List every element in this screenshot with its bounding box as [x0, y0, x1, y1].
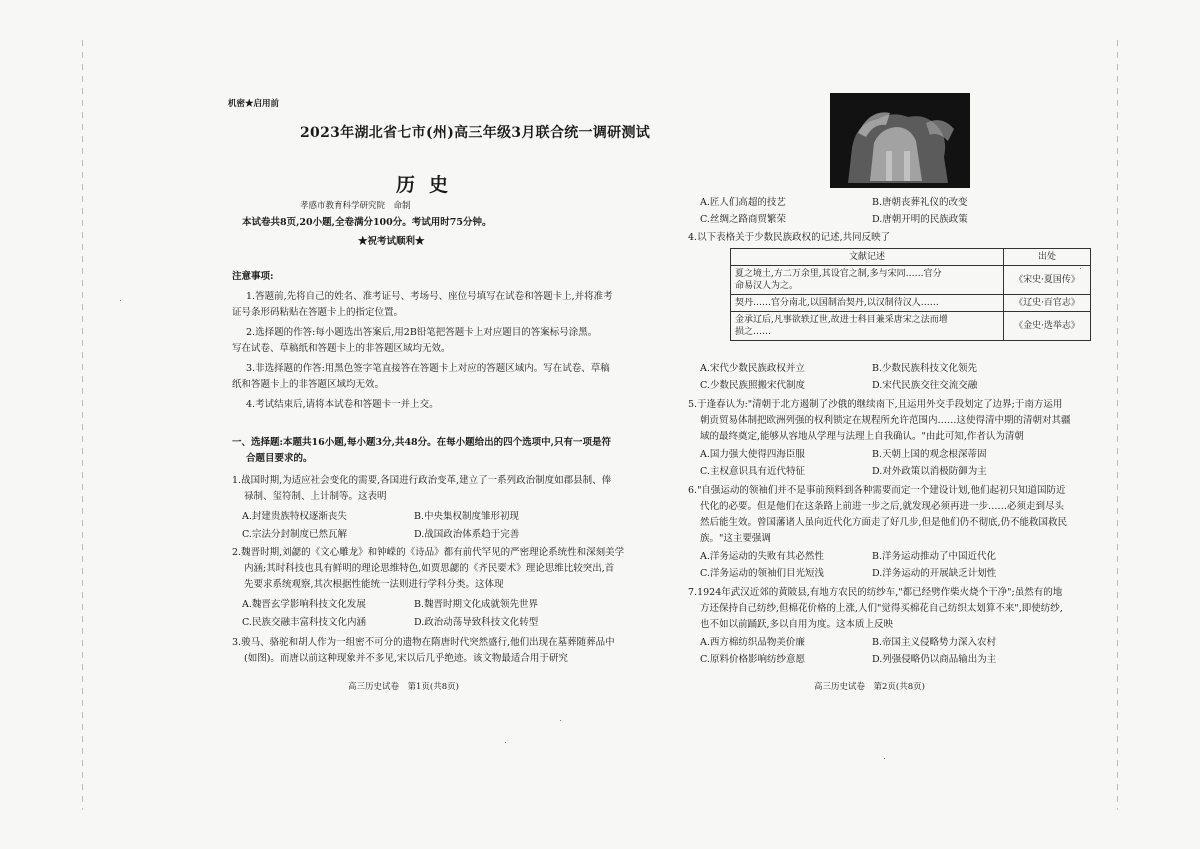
- table-header: 出处: [1004, 249, 1091, 266]
- option-a: A.西方棉纺织品物美价廉: [700, 637, 805, 648]
- option-d: D.政治动荡导致科技文化转型: [414, 617, 539, 628]
- option-c: C.原料价格影响纺纱意愿: [700, 654, 805, 665]
- table-cell-source: 《宋史·夏国传》: [1004, 266, 1091, 295]
- section-heading-cont: 合题目要求的。: [246, 453, 313, 464]
- note-line: 1.答题前,先将自己的姓名、准考证号、考场号、座位号填写在试卷和答题卡上,并将准考: [246, 291, 613, 302]
- table-cell-source: 《金史·选举志》: [1004, 312, 1091, 341]
- option-b: B.魏晋时期文化成就领先世界: [414, 599, 539, 610]
- notes-heading: 注意事项:: [232, 271, 274, 282]
- question-stem: 然后能生效。曾国藩诸人虽向近代化方面走了好几步,但是他们仍不彻底,仍不能救国救民: [700, 517, 1068, 528]
- option-b: B.帝国主义侵略势力深入农村: [872, 637, 997, 648]
- question-stem: 朝贡贸易体制把欧洲列强的权利锁定在规程所允许范围内……这使得清中期的清朝对其疆: [700, 415, 1071, 426]
- table-row: [731, 266, 1091, 295]
- option-b: B.洋务运动推动了中国近代化: [872, 551, 997, 562]
- scan-speck: [560, 720, 561, 721]
- option-c: C.宗法分封制度已然瓦解: [242, 529, 347, 540]
- paper-info: 本试卷共8页,20小题,全卷满分100分。考试用时75分钟。: [242, 217, 492, 228]
- table-cell: [731, 295, 1004, 312]
- question-stem: 1.战国时期,为适应社会变化的需要,各国进行政治变革,建立了一系列政治制度如郡县制、俸: [232, 475, 612, 486]
- option-a: A.国力强大使得四海臣服: [700, 449, 805, 460]
- note-line: 2.选择题的作答:每小题选出答案后,用2B铅笔把答题卡上对应题目的答案标号涂黑。: [246, 327, 598, 338]
- table-header-row: [731, 249, 1091, 266]
- cell-line: 损之……: [735, 327, 772, 337]
- question-stem: 先要求系统观察,其次根据性能统一法则进行学科分类。这体现: [244, 579, 504, 590]
- note-line: 3.非选择题的作答:用黑色签字笔直接答在答题卡上对应的答题区域内。写在试卷、草稿: [246, 363, 610, 374]
- question-stem: 3.骏马、骆驼和胡人作为一组密不可分的遗物在隋唐时代突然盛行,他们出现在墓葬随葬品中: [232, 637, 615, 648]
- option-d: D.对外政策以消极防御为主: [872, 466, 987, 477]
- option-d: D.唐朝开明的民族政策: [872, 214, 968, 225]
- page-footer: 高三历史试卷 第1页(共8页): [348, 682, 459, 692]
- option-b: B.天朝上国的观念根深蒂固: [872, 449, 987, 460]
- note-line: 纸和答题卡上的非答题区域均无效。: [232, 379, 385, 390]
- question-stem: 5.于逢春认为:"清朝于北方遏制了沙俄的继续南下,且运用外交手段划定了边界;于南方运用: [688, 399, 1063, 410]
- scan-speck: [1080, 268, 1081, 269]
- option-c: C.少数民族照搬宋代制度: [700, 380, 805, 391]
- option-b: B.中央集权制度雏形初现: [414, 511, 520, 522]
- table-cell: [731, 312, 1004, 341]
- historical-records-table: [730, 248, 1091, 341]
- question-stem: 域的最终奠定,能够从容地从学理与法理上自我确认。"由此可知,作者认为清朝: [700, 431, 1024, 442]
- question-stem: 6."自强运动的领袖们并不是事前预料到各种需要而定一个建设计划,他们起初只知道国防近: [688, 485, 1066, 496]
- exam-page-2: [600, 0, 1200, 849]
- question-stem: 4.以下表格关于少数民族政权的记述,共同反映了: [688, 232, 891, 243]
- confidential-label: 机密★启用前: [228, 99, 280, 109]
- option-b: B.唐朝丧葬礼仪的改变: [872, 197, 968, 208]
- author-line: 孝感市教育科学研究院 命制: [300, 201, 411, 211]
- option-d: D.战国政治体系趋于完善: [414, 529, 520, 540]
- question-stem: 7.1924年武汉近郊的黄陂县,有地方农民的纺纱车,"都已经劈作柴火烧个干净";虽然有的地: [688, 587, 1063, 598]
- question-stem: (如图)。而唐以前这种现象并不多见,宋以后几乎绝迹。该文物最适合用于研究: [244, 653, 568, 664]
- option-d: D.列强侵略仍以商品输出为主: [872, 654, 997, 665]
- cell-line: 命易汉人为之。: [735, 281, 799, 291]
- exam-title: 2023年湖北省七市(州)高三年级3月联合统一调研测试: [300, 125, 651, 141]
- tomb-figurine-photo: [830, 93, 970, 188]
- table-header: 文献记述: [731, 249, 1004, 266]
- note-line: 证号条形码粘贴在答题卡上的指定位置。: [232, 307, 404, 318]
- page-footer: 高三历史试卷 第2页(共8页): [814, 682, 925, 692]
- question-stem: 2.魏晋时期,刘勰的《文心雕龙》和钟嵘的《诗品》都有前代罕见的严密理论系统性和深刻美学: [232, 547, 625, 558]
- option-a: A.封建贵族特权逐渐丧失: [242, 511, 347, 522]
- subject-title: 历史: [396, 174, 463, 196]
- cell-line: 夏之境土,方二万余里,其设官之制,多与宋同……官分: [735, 269, 942, 279]
- question-stem: 族。"这主要强调: [700, 533, 771, 544]
- option-a: A.宋代少数民族政权并立: [700, 363, 805, 374]
- option-a: A.匠人们高超的技艺: [700, 197, 786, 208]
- cell-line: 金承辽后,凡事欲轶辽世,故进士科目兼采唐宋之法而增: [735, 315, 948, 325]
- question-stem: 也不如以前踊跃,多以自用为度。这本质上反映: [700, 619, 894, 630]
- question-stem: 方还保持自己纺纱,但棉花价格的上涨,人们"觉得买棉花自己纺织太划算不来",即使纺纱,: [700, 603, 1063, 614]
- option-b: B.少数民族科技文化领先: [872, 363, 978, 374]
- section-heading: 一、选择题:本题共16小题,每小题3分,共48分。在每小题给出的四个选项中,只有一项是符: [232, 437, 611, 448]
- question-stem: 禄制、玺符制、上计制等。这表明: [244, 491, 387, 502]
- option-d: D.洋务运动的开展缺乏计划性: [872, 568, 997, 579]
- table-row: [731, 295, 1091, 312]
- good-luck-line: ★祝考试顺利★: [358, 236, 425, 247]
- option-a: A.洋务运动的失败有其必然性: [700, 551, 824, 562]
- note-line: 写在试卷、草稿纸和答题卡上的非答题区域均无效。: [232, 343, 451, 354]
- cell-line: 契丹……官分南北,以国制治契丹,以汉制待汉人……: [735, 298, 939, 308]
- question-stem: 代化的必要。但是他们在这条路上前进一步之后,就发现必须再进一步……必须走到尽头: [700, 501, 1065, 512]
- option-c: C.洋务运动的领袖们目光短浅: [700, 568, 824, 579]
- table-cell: [731, 266, 1004, 295]
- option-a: A.魏晋玄学影响科技文化发展: [242, 599, 366, 610]
- option-d: D.宋代民族交往交流交融: [872, 380, 978, 391]
- note-line: 4.考试结束后,请将本试卷和答题卡一并上交。: [246, 399, 439, 410]
- scan-speck: [120, 300, 121, 301]
- option-c: C.丝绸之路商贸繁荣: [700, 214, 786, 225]
- option-c: C.主权意识具有近代特征: [700, 466, 805, 477]
- table-cell-source: 《辽史·百官志》: [1004, 295, 1091, 312]
- option-c: C.民族交融丰富科技文化内涵: [242, 617, 366, 628]
- table-row: [731, 312, 1091, 341]
- scan-speck: [884, 758, 885, 759]
- scan-speck: [505, 742, 506, 743]
- question-stem: 内涵;其时科技也具有鲜明的理论思维特色,如贾思勰的《齐民要术》理论思维比较突出,首: [244, 563, 615, 574]
